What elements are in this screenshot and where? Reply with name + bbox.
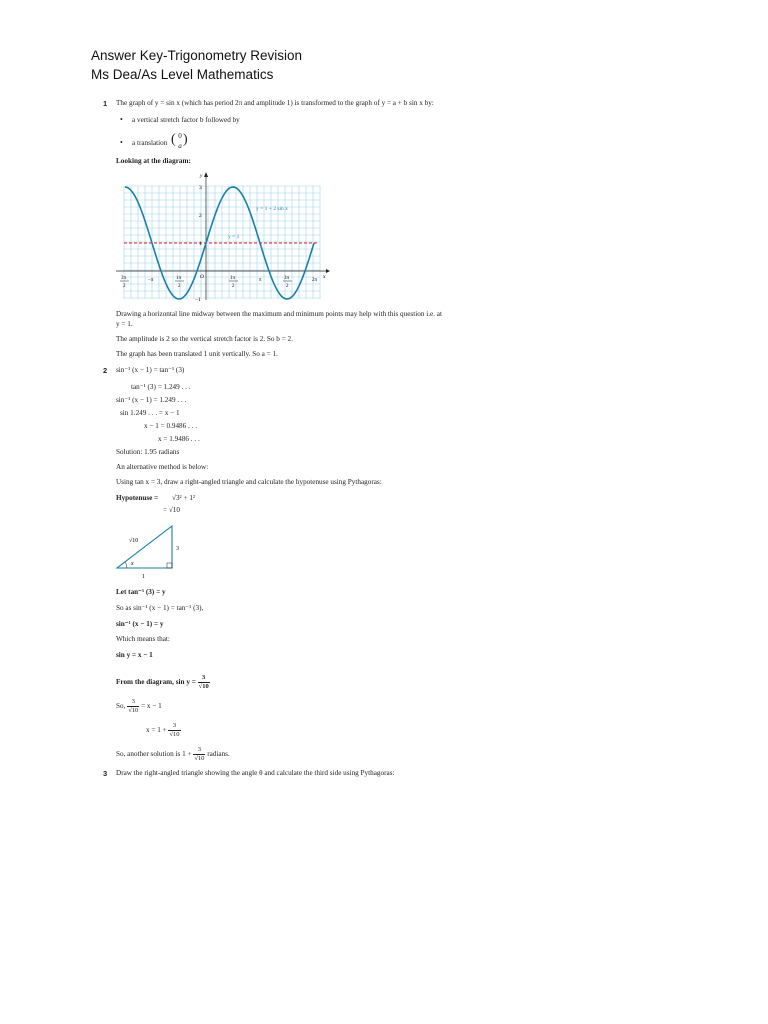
q3-number: 3 <box>103 769 108 778</box>
q2-siny: sin y = x − 1 <box>116 651 153 659</box>
fraction <box>198 674 210 691</box>
q2-using: Using tan x = 3, draw a right-angled triangle and calculate the hypotenuse using Pythagoras: <box>116 478 382 486</box>
fraction-numerator: 3 <box>127 698 139 707</box>
x-tick-3pi2-num: 3π <box>284 276 290 281</box>
q2-solution: Solution: 1.95 radians <box>116 448 180 456</box>
curve-label: y = 1 + 2 sin x <box>256 206 288 212</box>
q2-hyp-label: Hypotenuse = <box>116 494 159 502</box>
q2-from-diagram <box>116 674 210 691</box>
x-tick-neg-pi2-num: 1π <box>176 276 182 281</box>
fraction <box>168 722 180 739</box>
q2-line6: x = 1.9486 . . . <box>158 435 200 443</box>
triangle-opp-label: 3 <box>176 546 179 552</box>
q2-so-line <box>116 698 162 715</box>
q2-number: 2 <box>103 366 108 375</box>
x-tick-pi2-den: 2 <box>232 284 235 289</box>
y-tick-2: 2 <box>199 213 202 219</box>
q2-line5: x − 1 = 0.9486 . . . <box>144 422 198 430</box>
fraction-denominator: √10 <box>194 755 205 762</box>
triangle-angle-label: x <box>131 561 134 567</box>
q3-text: Draw the right-angled triangle showing the angle θ and calculate the third side using Pythagoras: <box>116 769 395 777</box>
y-tick-3: 3 <box>199 185 202 191</box>
triangle-shape <box>117 526 172 568</box>
q2-line2: tan⁻¹ (3) = 1.249 . . . <box>131 383 191 391</box>
q2-hyp-result: = √10 <box>163 506 180 514</box>
q1-para3: The graph has been translated 1 unit vertically. So a = 1. <box>116 350 278 358</box>
fraction-numerator: 3 <box>168 722 180 731</box>
q1-para2: The amplitude is 2 so the vertical stretch factor is 2. So b = 2. <box>116 335 293 343</box>
x-tick-neg3pi2-den: 2 <box>123 284 126 289</box>
vector-paren-left: ( <box>171 132 176 147</box>
header-title: Answer Key-Trigonometry Revision <box>91 48 303 63</box>
triangle-hyp-label: √10 <box>129 538 139 544</box>
q2-so-suffix: = x − 1 <box>141 702 162 711</box>
q2-let: Let tan⁻¹ (3) = y <box>116 588 166 596</box>
q2-which: Which means that: <box>116 635 170 643</box>
x-tick-neg-pi2-den: 2 <box>178 284 181 289</box>
triangle-adj-label: 1 <box>142 574 145 580</box>
x-tick-neg3pi2-num: 3π <box>121 276 127 281</box>
fraction-numerator: 3 <box>193 746 205 755</box>
q1-intro: The graph of y = sin x (which has period 2π and amplitude 1) is transformed to the graph of y = a + b sin x by: <box>116 99 434 107</box>
vector-paren-right: ) <box>183 132 188 147</box>
q2-another-prefix: So, another solution is 1 + <box>116 750 192 759</box>
bullet-dot: • <box>120 138 123 147</box>
fraction-denominator: √10 <box>198 683 209 690</box>
right-triangle <box>112 520 192 582</box>
right-angle-marker <box>167 563 172 568</box>
origin-label: O <box>200 274 204 280</box>
x-tick-pi: π <box>259 278 262 283</box>
q1-para1-line2: y = 1. <box>116 320 133 328</box>
q2-line4: sin 1.249 . . . = x − 1 <box>120 409 180 417</box>
fraction <box>127 698 139 715</box>
fraction <box>193 746 205 763</box>
vector-top: 0 <box>178 132 182 140</box>
q1-looking: Looking at the diagram: <box>116 157 191 165</box>
q2-siny-eq: sin⁻¹ (x − 1) = y <box>116 620 164 628</box>
y-axis-arrow <box>204 172 208 177</box>
q2-hyp-expr: √3² + 1² <box>172 494 196 502</box>
y-axis-label: y <box>200 173 203 179</box>
q2-x-eq-prefix: x = 1 + <box>146 726 167 735</box>
q2-alt: An alternative method is below: <box>116 463 209 471</box>
q1-para1-line1: Drawing a horizontal line midway between the maximum and minimum points may help with this question i.e. at <box>116 310 442 318</box>
vector-bottom: a <box>178 142 182 150</box>
q1-bullet1: a vertical stretch factor b followed by <box>132 116 240 124</box>
q2-another-suffix: radians. <box>207 750 230 759</box>
fraction-denominator: √10 <box>169 731 180 738</box>
x-tick-3pi2-den: 2 <box>286 284 289 289</box>
header-subtitle: Ms Dea/As Level Mathematics <box>91 67 274 82</box>
bullet-dot: • <box>120 115 123 124</box>
q2-another-line <box>116 746 230 763</box>
q2-soas: So as sin⁻¹ (x − 1) = tan⁻¹ (3), <box>116 604 204 612</box>
q2-from-diagram-text: From the diagram, sin y = <box>116 678 196 687</box>
q1-number: 1 <box>103 99 108 108</box>
q2-line3: sin⁻¹ (x − 1) = 1.249 . . . <box>116 396 187 404</box>
x-tick-neg-pi: −π <box>148 278 154 283</box>
fraction-numerator: 3 <box>198 674 210 683</box>
x-axis-arrow <box>326 269 330 273</box>
y-tick-1: 1 <box>199 241 202 247</box>
q1-bullet2: a translation <box>132 139 168 147</box>
y-tick-neg1: −1 <box>195 297 201 303</box>
angle-arc <box>125 562 127 568</box>
q2-line1: sin⁻¹ (x − 1) = tan⁻¹ (3) <box>116 366 185 374</box>
x-axis-label: x <box>323 274 326 280</box>
line-label: y = 1 <box>228 234 240 240</box>
q2-x-eq-line <box>146 722 181 739</box>
x-tick-2pi: 2π <box>312 278 318 283</box>
q2-so-prefix: So, <box>116 702 126 711</box>
sine-graph <box>108 168 338 308</box>
fraction-denominator: √10 <box>128 707 139 714</box>
x-tick-pi2-num: 1π <box>230 276 236 281</box>
